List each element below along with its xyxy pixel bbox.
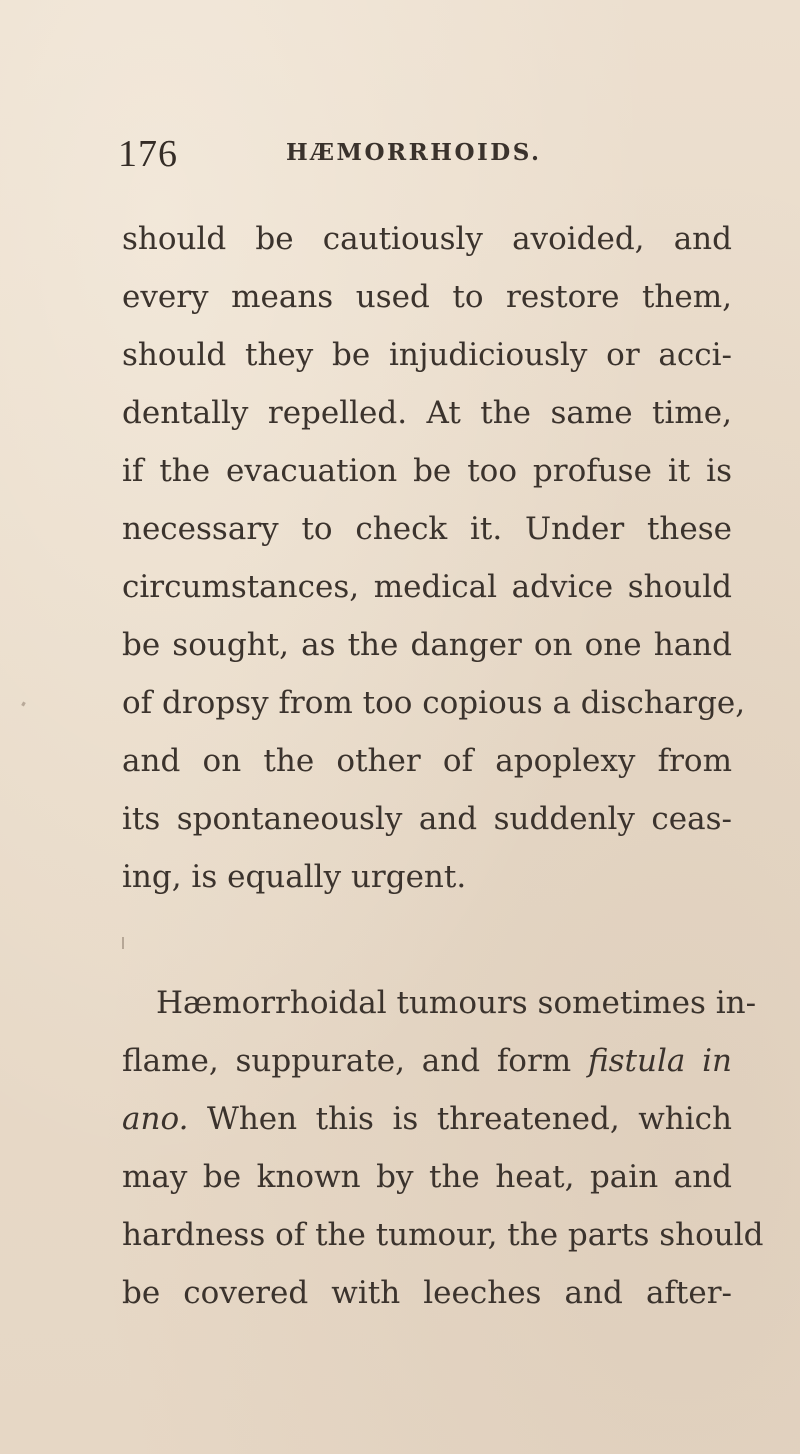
text-line: be sought, as the danger on one hand (122, 627, 732, 663)
text-line: should they be injudiciously or acci- (122, 337, 732, 373)
text-line: every means used to restore them, (122, 279, 732, 315)
text-line: ing, is equally urgent. (122, 859, 467, 895)
text-line: necessary to check it. Under these (122, 511, 732, 547)
text-run: When this is threatened, which (188, 1101, 732, 1137)
paragraph-2 (122, 974, 764, 1322)
page-header (118, 132, 718, 182)
body-text (122, 210, 764, 1322)
text-run: be covered with leeches and after- (122, 1275, 732, 1311)
text-run: may be known by the heat, pain and (122, 1159, 732, 1195)
italic-text: ano. (122, 1101, 189, 1137)
text-line (122, 974, 757, 1032)
text-run: flame, suppurate, and form (122, 1043, 588, 1079)
text-line: and on the other of apoplexy from (122, 743, 732, 779)
paper-speck (122, 937, 124, 949)
text-line (122, 1090, 732, 1148)
page-number: 176 (118, 133, 178, 175)
text-line: of dropsy from too copious a discharge, (122, 685, 746, 721)
text-line (122, 1206, 764, 1264)
running-head: HÆMORRHOIDS. (286, 139, 542, 166)
text-line (122, 1264, 732, 1322)
paragraph-1 (122, 210, 746, 906)
text-line (122, 1148, 732, 1206)
text-line (122, 1032, 732, 1090)
italic-text: fistula in (587, 1043, 732, 1079)
text-run: Hæmorrhoidal tumours sometimes in- (156, 985, 757, 1021)
text-line: its spontaneously and suddenly ceas- (122, 801, 732, 837)
text-line: should be cautiously avoided, and (122, 221, 732, 257)
paper-speck (21, 702, 26, 707)
text-line: dentally repelled. At the same time, (122, 395, 732, 431)
text-run: hardness of the tumour, the parts should (122, 1217, 764, 1253)
text-line: if the evacuation be too profuse it is (122, 453, 732, 489)
paragraph-gap (122, 906, 732, 974)
text-line: circumstances, medical advice should (122, 569, 732, 605)
